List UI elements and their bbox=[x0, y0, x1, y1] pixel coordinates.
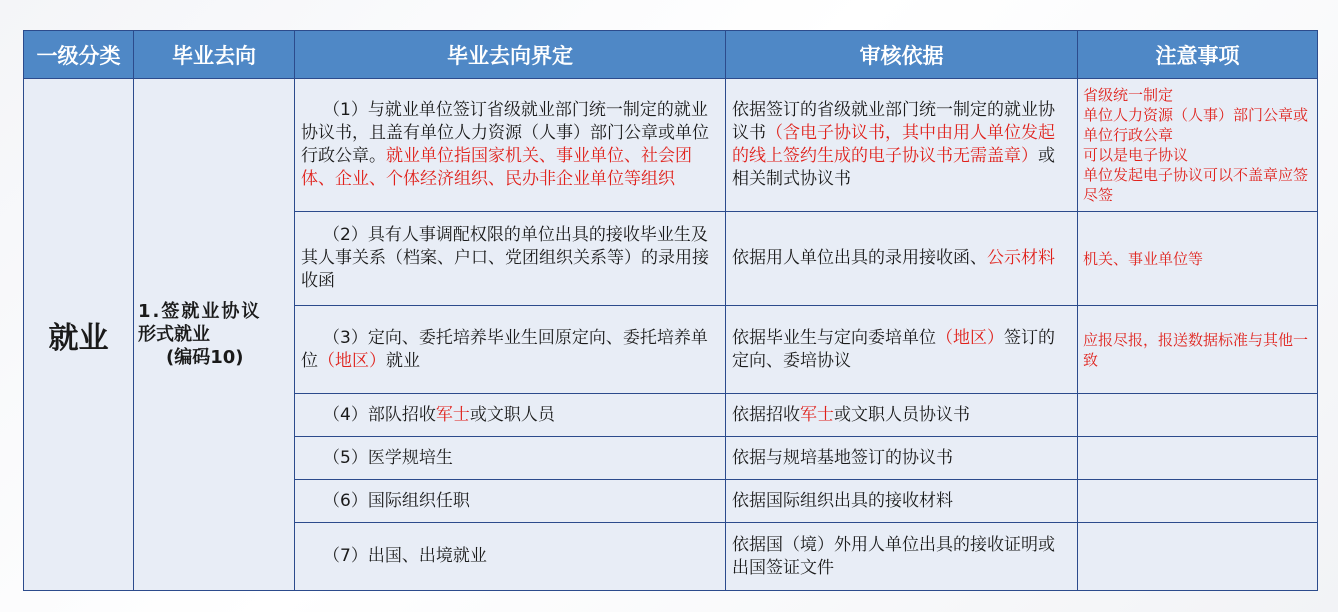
header-definition: 毕业去向界定 bbox=[295, 31, 726, 79]
definition-cell bbox=[295, 523, 726, 591]
definition-highlight: 军士 bbox=[435, 404, 470, 425]
basis-cell bbox=[726, 212, 1078, 306]
basis-highlight: 军士 bbox=[800, 404, 834, 425]
basis-text: 依据签订的省级就业部门统一制定的就业协议书 bbox=[732, 100, 1055, 143]
notes-cell bbox=[1078, 79, 1318, 212]
definition-text: （5）医学规培生 bbox=[323, 447, 453, 468]
category-cell: 就业 bbox=[24, 79, 134, 591]
basis-cell: 依据与规培基地签订的协议书 bbox=[726, 437, 1078, 480]
header-notes: 注意事项 bbox=[1078, 31, 1318, 79]
basis-cell: 依据国际组织出具的接收材料 bbox=[726, 480, 1078, 523]
definition-text: （7）出国、出境就业 bbox=[323, 546, 487, 566]
definition-text: （1）与就业单位签订省级就业部门统一制定的就业协议书，且盖有单位人力资源（人事）部门公章或单位行政公章。 bbox=[301, 100, 709, 166]
basis-text: 依据招收 bbox=[732, 404, 800, 425]
destination-line2: 形式就业 bbox=[138, 324, 210, 345]
basis-highlight: 公示材料 bbox=[987, 248, 1055, 268]
basis-highlight: （地区） bbox=[936, 327, 1004, 348]
basis-cell bbox=[726, 306, 1078, 394]
basis-highlight: （含电子协议书，其中由用人单位发起的线上签约生成的电子协议书无需盖章） bbox=[732, 123, 1055, 166]
definition-text-end: 就业 bbox=[386, 350, 420, 371]
basis-cell bbox=[726, 79, 1078, 212]
graduate-destination-table-wrapper bbox=[23, 30, 1317, 591]
destination-line3: (编码10) bbox=[166, 347, 244, 368]
definition-cell bbox=[295, 394, 726, 437]
notes-cell-empty bbox=[1078, 437, 1318, 480]
definition-cell bbox=[295, 437, 726, 480]
basis-text-end: 签订的定向、委培协议 bbox=[732, 327, 1055, 371]
basis-text-end: 或文职人员协议书 bbox=[834, 404, 970, 425]
header-basis: 审核依据 bbox=[726, 31, 1078, 79]
notes-cell-empty bbox=[1078, 480, 1318, 523]
notes-cell-empty bbox=[1078, 523, 1318, 591]
basis-cell: 依据国（境）外用人单位出具的接收证明或出国签证文件 bbox=[726, 523, 1078, 591]
definition-cell bbox=[295, 480, 726, 523]
basis-text: 依据毕业生与定向委培单位 bbox=[732, 327, 936, 348]
note-line: 省级统一制定 bbox=[1083, 86, 1174, 104]
definition-text: （2）具有人事调配权限的单位出具的接收毕业生及其人事关系（档案、户口、党团组织关系等）的录用接收函 bbox=[301, 225, 709, 291]
definition-text: （6）国际组织任职 bbox=[323, 490, 470, 511]
definition-highlight: 就业单位指国家机关、事业单位、社会团体、企业、个体经济组织、民办非企业单位等组织 bbox=[301, 146, 692, 189]
definition-cell bbox=[295, 79, 726, 212]
basis-cell bbox=[726, 394, 1078, 437]
notes-cell-empty bbox=[1078, 394, 1318, 437]
table-row bbox=[24, 79, 1318, 212]
header-destination: 毕业去向 bbox=[134, 31, 295, 79]
notes-cell: 应报尽报，报送数据标准与其他一致 bbox=[1078, 306, 1318, 394]
note-line: 单位发起电子协议可以不盖章应签尽签 bbox=[1083, 166, 1309, 204]
definition-highlight: （地区） bbox=[318, 350, 386, 371]
definition-text-end: 或文职人员 bbox=[469, 404, 555, 425]
basis-text-end: 或相关制式协议书 bbox=[732, 146, 1055, 189]
note-line: 单位人力资源（人事）部门公章或单位行政公章 bbox=[1083, 106, 1309, 144]
definition-text: （4）部队招收 bbox=[323, 404, 436, 425]
definition-cell bbox=[295, 306, 726, 394]
notes-cell: 机关、事业单位等 bbox=[1078, 212, 1318, 306]
destination-line1: 1.签就业协议 bbox=[138, 301, 262, 322]
graduate-destination-table bbox=[23, 30, 1318, 591]
note-line: 可以是电子协议 bbox=[1083, 146, 1189, 164]
table-header-row bbox=[24, 31, 1318, 79]
definition-cell bbox=[295, 212, 726, 306]
definition-text: （3）定向、委托培养毕业生回原定向、委托培养单位 bbox=[301, 327, 708, 371]
basis-text: 依据用人单位出具的录用接收函、 bbox=[732, 248, 987, 268]
header-category: 一级分类 bbox=[24, 31, 134, 79]
destination-cell bbox=[134, 79, 295, 591]
